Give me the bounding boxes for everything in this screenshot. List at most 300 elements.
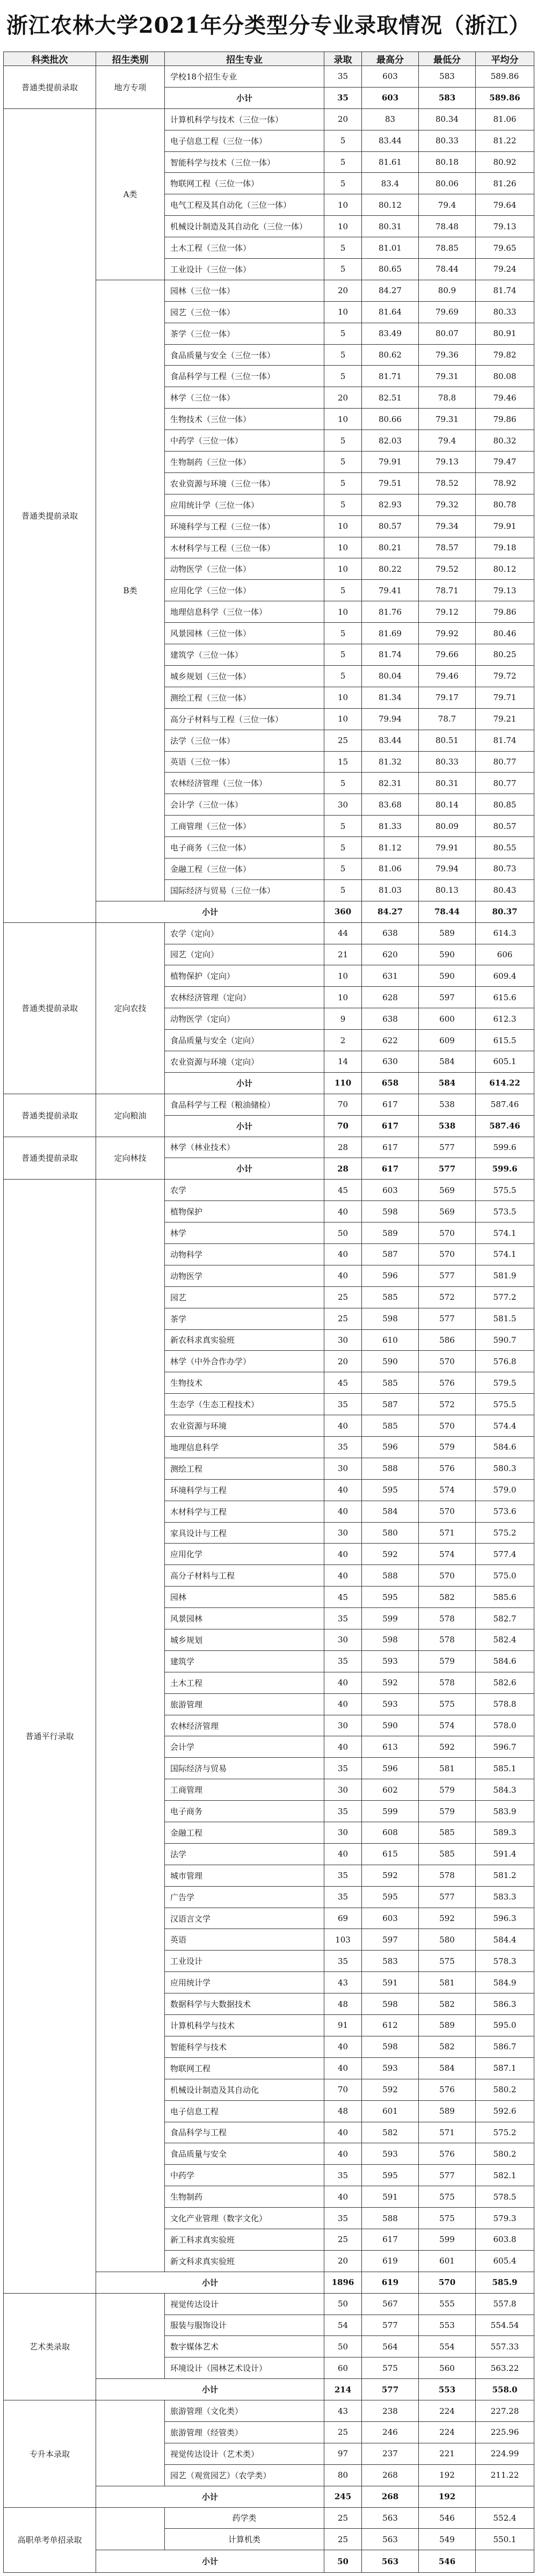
min-score: 583 [419,66,476,88]
min-score: 553 [419,2315,476,2336]
avg-score: 79.47 [476,452,534,473]
category-cell: 地方专项 [96,66,165,109]
min-score: 577 [419,1265,476,1286]
table-row [4,2293,534,2315]
admitted-count: 10 [324,537,362,558]
avg-score [476,2486,534,2507]
admitted-count: 70 [324,1115,362,1137]
max-score: 82.51 [362,387,419,409]
min-score: 574 [419,1479,476,1501]
min-score: 569 [419,1180,476,1201]
min-score: 570 [419,2272,476,2293]
avg-score: 584.6 [476,1437,534,1458]
avg-score: 79.91 [476,515,534,537]
max-score: 81.74 [362,644,419,666]
max-score: 84.27 [362,901,419,922]
max-score: 83.68 [362,794,419,816]
major-cell: 环境科学与工程（三位一体） [165,515,324,537]
admitted-count: 10 [324,194,362,216]
min-score: 582 [419,1993,476,2015]
admitted-count: 10 [324,515,362,537]
max-score: 598 [362,1993,419,2015]
max-score: 630 [362,1051,419,1072]
avg-score: 581.2 [476,1865,534,1886]
avg-score: 583.9 [476,1801,534,1822]
min-score: 80.18 [419,151,476,173]
avg-score: 554.54 [476,2315,534,2336]
major-cell: 旅游管理（文化类） [165,2400,324,2422]
admitted-count: 25 [324,1308,362,1329]
max-score: 593 [362,2143,419,2165]
min-score: 78.52 [419,472,476,494]
admitted-count: 20 [324,1351,362,1372]
max-score: 617 [362,2229,419,2250]
max-score: 81.69 [362,623,419,644]
min-score: 546 [419,2507,476,2529]
admitted-count: 1896 [324,2272,362,2293]
major-cell: 中药学 [165,2165,324,2186]
avg-score: 587.46 [476,1094,534,1115]
avg-score: 227.28 [476,2400,534,2422]
max-score: 246 [362,2421,419,2443]
admitted-count: 5 [324,173,362,194]
header-category: 招生类别 [96,52,165,66]
major-cell: 园林（三位一体） [165,280,324,301]
avg-score: 79.71 [476,687,534,708]
table-row [4,1137,534,1158]
min-score: 79.69 [419,301,476,323]
major-cell: 服装与服饰设计 [165,2315,324,2336]
admitted-count: 35 [324,2208,362,2229]
admitted-count: 69 [324,1908,362,1929]
major-cell: 农业资源与环境 [165,1415,324,1437]
avg-score: 586.7 [476,2036,534,2057]
min-score: 601 [419,2250,476,2272]
major-cell: 动物医学（定向） [165,1008,324,1030]
admitted-count: 48 [324,2100,362,2122]
max-score: 238 [362,2400,419,2422]
admitted-count: 40 [324,1265,362,1286]
major-cell: 农学 [165,1180,324,1201]
avg-score: 591.4 [476,1843,534,1865]
max-score: 82.31 [362,773,419,794]
major-cell: 农业资源与环境（三位一体） [165,472,324,494]
major-cell: 新农科求真实验班 [165,1329,324,1351]
avg-score: 582.7 [476,1608,534,1629]
avg-score: 573.5 [476,1201,534,1222]
max-score: 602 [362,1779,419,1801]
avg-score: 80.46 [476,623,534,644]
min-score: 584 [419,1072,476,1094]
max-score: 585 [362,1372,419,1394]
major-cell: 广告学 [165,1886,324,1908]
min-score: 578 [419,1865,476,1886]
avg-score: 80.77 [476,751,534,773]
avg-score: 575.5 [476,1180,534,1201]
max-score: 80.12 [362,194,419,216]
table-row [4,66,534,88]
avg-score: 580.2 [476,2079,534,2100]
subtotal-label: 小计 [96,2379,324,2400]
major-cell: 电子商务 [165,1801,324,1822]
major-cell: 生物技术（三位一体） [165,409,324,430]
admitted-count: 97 [324,2443,362,2464]
min-score: 80.07 [419,323,476,344]
avg-score: 584.4 [476,1929,534,1951]
avg-score: 614.3 [476,922,534,944]
max-score: 80.22 [362,558,419,580]
max-score: 83 [362,108,419,130]
admitted-count: 14 [324,1051,362,1072]
admitted-count: 40 [324,1243,362,1265]
avg-score: 587.1 [476,2057,534,2079]
min-score: 590 [419,965,476,987]
admitted-count: 40 [324,2057,362,2079]
admitted-count: 20 [324,2250,362,2272]
avg-score: 78.92 [476,472,534,494]
category-cell: 定向粮油 [96,1094,165,1137]
admitted-count: 45 [324,1587,362,1608]
admitted-count: 5 [324,773,362,794]
major-cell: 木材科学与工程 [165,1501,324,1522]
admitted-count: 30 [324,794,362,816]
min-score: 570 [419,1351,476,1372]
major-cell: 机械设计制造及其自动化（三位一体） [165,216,324,237]
batch-cell: 高职单考单招录取 [4,2507,96,2572]
avg-score: 80.77 [476,773,534,794]
avg-score: 558.0 [476,2379,534,2400]
max-score: 612 [362,2015,419,2036]
major-cell: 食品质量与安全 [165,2143,324,2165]
min-score: 78.85 [419,237,476,259]
min-score: 590 [419,944,476,965]
major-cell: 数字媒体艺术 [165,2336,324,2357]
avg-score: 80.12 [476,558,534,580]
major-cell: 法学（三位一体） [165,730,324,751]
major-cell: 法学 [165,1843,324,1865]
admitted-count: 28 [324,1158,362,1180]
min-score: 574 [419,1544,476,1565]
header-avg-score: 平均分 [476,52,534,66]
max-score: 603 [362,87,419,108]
avg-score: 79.46 [476,387,534,409]
batch-cell: 普通类提前录取 [4,922,96,1094]
avg-score: 80.85 [476,794,534,816]
min-score: 580 [419,1929,476,1951]
max-score: 638 [362,1008,419,1030]
major-cell: 视觉传达设计（艺术类） [165,2443,324,2464]
major-cell: 家具设计与工程 [165,1522,324,1544]
max-score: 591 [362,2186,419,2208]
admitted-count: 40 [324,2122,362,2143]
min-score: 576 [419,1372,476,1394]
avg-score: 80.33 [476,301,534,323]
major-cell: 植物保护 [165,1201,324,1222]
subtotal-label: 小计 [165,87,324,108]
admitted-count: 35 [324,1758,362,1779]
min-score: 584 [419,1051,476,1072]
major-cell: 应用化学（三位一体） [165,580,324,601]
avg-score: 589.3 [476,1822,534,1844]
major-cell: 茶学 [165,1308,324,1329]
min-score: 80.31 [419,773,476,794]
max-score: 80.62 [362,344,419,366]
min-score: 579 [419,1650,476,1672]
admitted-count: 10 [324,987,362,1008]
major-cell: 园艺（观赏园艺）（农学类） [165,2464,324,2486]
avg-score: 583.3 [476,1886,534,1908]
max-score: 583 [362,1951,419,1972]
min-score: 570 [419,1415,476,1437]
avg-score: 609.4 [476,965,534,987]
major-cell: 智能科学与技术（三位一体） [165,151,324,173]
min-score: 78.71 [419,580,476,601]
avg-score: 81.74 [476,730,534,751]
max-score: 595 [362,1479,419,1501]
max-score: 268 [362,2486,419,2507]
major-cell: 农学（定向） [165,922,324,944]
max-score: 603 [362,1908,419,1929]
min-score: 578 [419,1672,476,1693]
min-score: 79.4 [419,194,476,216]
max-score: 81.71 [362,366,419,387]
min-score: 80.51 [419,730,476,751]
major-cell: 工业设计 [165,1951,324,1972]
category-cell: 定向农技 [96,922,165,1094]
admitted-count: 43 [324,2400,362,2422]
admission-table [3,52,534,2573]
max-score: 593 [362,1693,419,1715]
max-score: 79.51 [362,472,419,494]
max-score: 589 [362,1222,419,1244]
admitted-count: 5 [324,237,362,259]
avg-score: 577.4 [476,1544,534,1565]
major-cell: 茶学（三位一体） [165,323,324,344]
min-score: 78.44 [419,259,476,280]
max-score: 617 [362,1115,419,1137]
admitted-count: 40 [324,1501,362,1522]
admitted-count: 103 [324,1929,362,1951]
major-cell: 城市管理 [165,1865,324,1886]
admitted-count: 35 [324,1865,362,1886]
avg-score: 225.96 [476,2421,534,2443]
major-cell: 工商管理（三位一体） [165,816,324,837]
admitted-count: 10 [324,409,362,430]
avg-score: 211.22 [476,2464,534,2486]
major-cell: 电子商务（三位一体） [165,837,324,858]
major-cell: 土木工程（三位一体） [165,237,324,259]
admitted-count: 40 [324,2186,362,2208]
admitted-count: 30 [324,1522,362,1544]
max-score: 82.93 [362,494,419,515]
admitted-count: 70 [324,2079,362,2100]
min-score: 79.34 [419,515,476,537]
avg-score: 79.13 [476,580,534,601]
max-score: 81.61 [362,151,419,173]
min-score: 575 [419,2186,476,2208]
admitted-count: 25 [324,2529,362,2550]
avg-score: 80.37 [476,901,534,922]
avg-score: 584.9 [476,1972,534,1993]
min-score: 574 [419,1715,476,1736]
avg-score: 579.5 [476,1372,534,1394]
max-score: 82.03 [362,430,419,452]
avg-score: 576.8 [476,1351,534,1372]
admitted-count: 91 [324,2015,362,2036]
min-score: 575 [419,1693,476,1715]
min-score: 78.8 [419,387,476,409]
subtotal-label: 小计 [96,2486,324,2507]
min-score: 79.12 [419,601,476,623]
major-cell: 药学类 [165,2507,324,2529]
admitted-count: 80 [324,2464,362,2486]
avg-score: 592.6 [476,2100,534,2122]
max-score: 599 [362,1608,419,1629]
major-cell: 动物科学 [165,1243,324,1265]
avg-score: 79.65 [476,237,534,259]
table-row [4,1094,534,1115]
admitted-count: 35 [324,1886,362,1908]
admitted-count: 110 [324,1072,362,1094]
max-score: 237 [362,2443,419,2464]
min-score: 79.4 [419,430,476,452]
avg-score: 81.74 [476,280,534,301]
major-cell: 建筑学 [165,1650,324,1672]
major-cell: 环境设计（园林艺术设计） [165,2357,324,2379]
min-score: 79.31 [419,409,476,430]
avg-score: 574.4 [476,1415,534,1437]
min-score: 571 [419,2122,476,2143]
max-score: 619 [362,2250,419,2272]
avg-score: 612.3 [476,1008,534,1030]
min-score: 554 [419,2336,476,2357]
admitted-count: 5 [324,494,362,515]
min-score: 589 [419,2100,476,2122]
major-cell: 计算机科学与技术（三位一体） [165,108,324,130]
avg-score: 79.21 [476,708,534,730]
max-score: 598 [362,1308,419,1329]
min-score: 80.9 [419,280,476,301]
avg-score: 584.6 [476,1650,534,1672]
admitted-count: 40 [324,2036,362,2057]
major-cell: 电气工程及其自动化（三位一体） [165,194,324,216]
avg-score: 582.4 [476,1629,534,1651]
admitted-count: 48 [324,1993,362,2015]
admitted-count: 30 [324,1629,362,1651]
avg-score: 581.5 [476,1308,534,1329]
admitted-count: 25 [324,1286,362,1308]
avg-score: 81.22 [476,130,534,151]
min-score: 592 [419,1736,476,1758]
admitted-count: 2 [324,1030,362,1051]
min-score: 224 [419,2400,476,2422]
admitted-count: 5 [324,259,362,280]
admitted-count: 40 [324,2143,362,2165]
max-score: 595 [362,2165,419,2186]
major-cell: 农林经济管理（定向） [165,987,324,1008]
category-cell [96,2293,165,2379]
max-score: 577 [362,2379,419,2400]
major-cell: 风景园林（三位一体） [165,623,324,644]
avg-score: 79.64 [476,194,534,216]
avg-score: 585.9 [476,2272,534,2293]
admitted-count: 5 [324,816,362,837]
max-score: 628 [362,987,419,1008]
max-score: 595 [362,1886,419,1908]
avg-score: 550.1 [476,2529,534,2550]
min-score: 584 [419,2057,476,2079]
min-score: 579 [419,1437,476,1458]
avg-score: 596.3 [476,1908,534,1929]
max-score: 563 [362,2507,419,2529]
max-score: 587 [362,1394,419,1415]
max-score: 81.34 [362,687,419,708]
avg-score: 605.4 [476,2250,534,2272]
admitted-count: 5 [324,837,362,858]
major-cell: 城乡规划（三位一体） [165,665,324,687]
max-score: 268 [362,2464,419,2486]
table-row [4,2507,534,2529]
max-score: 592 [362,1672,419,1693]
page-title: 浙江农林大学2021年分类型分专业录取情况（浙江） [6,13,531,38]
max-score: 83.4 [362,173,419,194]
max-score: 79.91 [362,452,419,473]
avg-score: 582.1 [476,2165,534,2186]
max-score: 596 [362,1437,419,1458]
admitted-count: 35 [324,87,362,108]
major-cell: 食品质量与安全（定向） [165,1030,324,1051]
major-cell: 高分子材料与工程 [165,1565,324,1587]
admitted-count: 30 [324,1715,362,1736]
max-score: 81.76 [362,601,419,623]
min-score: 80.33 [419,130,476,151]
avg-score: 575.0 [476,1565,534,1587]
major-cell: 环境科学与工程 [165,1479,324,1501]
major-cell: 工商管理 [165,1779,324,1801]
min-score: 224 [419,2421,476,2443]
min-score: 538 [419,1094,476,1115]
major-cell: 旅游管理 [165,1693,324,1715]
min-score: 570 [419,1501,476,1522]
subtotal-label: 小计 [165,1115,324,1137]
admitted-count: 214 [324,2379,362,2400]
table-body [4,66,534,2573]
major-cell: 国际经济与贸易 [165,1758,324,1779]
min-score: 78.57 [419,537,476,558]
category-cell [96,2507,165,2550]
major-cell: 生态学（生态工程技术） [165,1394,324,1415]
max-score: 83.44 [362,730,419,751]
max-score: 575 [362,2357,419,2379]
min-score: 553 [419,2379,476,2400]
avg-score: 614.22 [476,1072,534,1094]
min-score: 79.31 [419,366,476,387]
admitted-count: 50 [324,2336,362,2357]
max-score: 638 [362,922,419,944]
max-score: 608 [362,1822,419,1844]
avg-score: 79.86 [476,409,534,430]
major-cell: 园林 [165,1587,324,1608]
admitted-count: 5 [324,344,362,366]
admitted-count: 10 [324,216,362,237]
min-score: 80.33 [419,751,476,773]
major-cell: 英语（三位一体） [165,751,324,773]
max-score: 592 [362,2079,419,2100]
major-cell: 林学（林业技术） [165,1137,324,1158]
avg-score: 79.86 [476,601,534,623]
major-cell: 生物制药（三位一体） [165,452,324,473]
admitted-count: 70 [324,1094,362,1115]
